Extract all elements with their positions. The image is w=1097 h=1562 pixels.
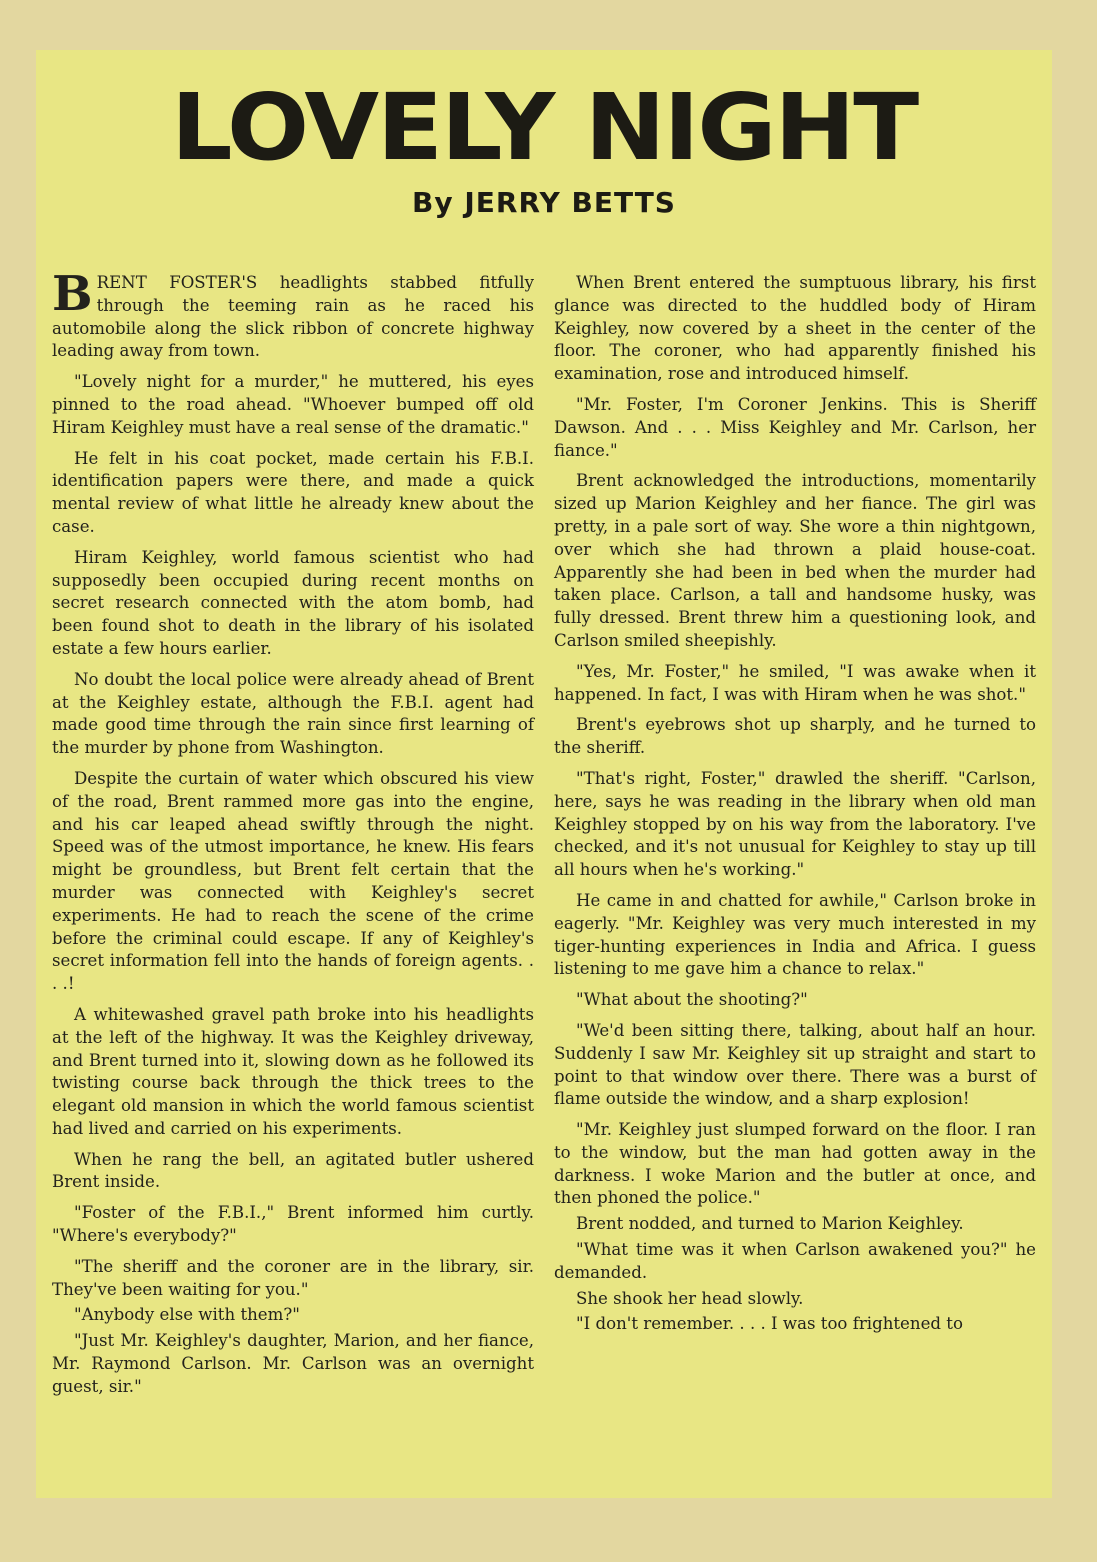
- paragraph: "I don't remember. . . . I was too frightened to: [576, 1314, 963, 1334]
- paragraph: "Just Mr. Keighley's daughter, Marion, and her fiance, Mr. Raymond Carlson. Mr. Carlson was an overnight guest, sir.": [52, 1331, 534, 1396]
- paragraph: "Lovely night for a murder," he muttered, his eyes pinned to the road ahead. "Whoever bumped off old Hiram Keighley must have a real sense of the dramatic.": [52, 372, 534, 437]
- right-column: [554, 272, 1036, 1344]
- paragraph: Brent acknowledged the introductions, momentarily sized up Marion Keighley and her fiance. The girl was pretty, in a pale sort of way. She wore a thin nightgown, over which she had thrown a plaid house-coat. Apparently she had been in bed when the murder had taken place. Carlson, a tall and handsome husky, was fully dressed. Brent threw him a questioning look, and Carlson smiled sheepishly.: [554, 471, 1036, 650]
- paragraph: Brent nodded, and turned to Marion Keighley.: [576, 1214, 964, 1234]
- page: [36, 50, 1052, 1498]
- paragraph: "What time was it when Carlson awakened you?" he demanded.: [554, 1240, 1036, 1282]
- paragraph: "We'd been sitting there, talking, about half an hour. Suddenly I saw Mr. Keighley sit up straight and start to point to that window over there. There was a burst of flame outside the window, and a sharp explosion!: [554, 1020, 1036, 1109]
- paragraph: Hiram Keighley, world famous scientist who had supposedly been occupied during recent months on secret research connected with the atom bomb, had been found shot to death in the library of his isolated estate a few hours earlier.: [52, 547, 534, 658]
- paragraph: Despite the curtain of water which obscured his view of the road, Brent rammed more gas into the engine, and his car leaped ahead swiftly through the night. Speed was of the utmost importance, he knew. His fears might be groundless, but Brent felt certain that the murder was connected with Keighley's secret experiments. He had to reach the scene of the crime before the criminal could escape. If any of Keighley's secret information fell into the hands of foreign agents. . . .!: [52, 768, 534, 994]
- paragraph: Brent's eyebrows shot up sharply, and he turned to the sheriff.: [554, 715, 1036, 758]
- paragraph: "Anybody else with them?": [74, 1305, 300, 1325]
- paragraph: When he rang the bell, an agitated butler ushered Brent inside.: [52, 1149, 534, 1192]
- paragraph: She shook her head slowly.: [576, 1288, 804, 1308]
- paragraph: "The sheriff and the coroner are in the library, sir. They've been waiting for you.": [52, 1256, 534, 1299]
- paragraph: "Yes, Mr. Foster," he smiled, "I was awake when it happened. In fact, I was with Hiram when he was shot.": [554, 661, 1036, 704]
- paragraph: "Foster of the F.B.I.," Brent informed him curtly. "Where's everybody?": [52, 1203, 534, 1246]
- paragraph-text: RENT FOSTER'S headlights stabbed fitfully through the teeming rain as he raced his automobile along the slick ribbon of concrete highway leading away from town.: [52, 273, 534, 361]
- paragraph: He felt in his coat pocket, made certain his F.B.I. identification papers were there, and made a quick mental review of what little he already knew about the case.: [52, 448, 534, 536]
- paragraph: No doubt the local police were already ahead of Brent at the Keighley estate, although the F.B.I. agent had made good time through the rain since first learning of the murder by phone from Washington.: [52, 669, 534, 758]
- paragraph: He came in and chatted for awhile," Carlson broke in eagerly. "Mr. Keighley was very much interested in my tiger-hunting experiences in India and Africa. I guess listening to me gave him a chance to relax.": [554, 890, 1036, 979]
- paragraph: [52, 266, 534, 363]
- paragraph: When Brent entered the sumptuous library, his first glance was directed to the huddled body of Hiram Keighley, now covered by a sheet in the center of the floor. The coroner, who had apparently finished his examination, rose and introduced himself.: [554, 273, 1036, 384]
- left-column: [52, 266, 534, 1407]
- paragraph: "What about the shooting?": [576, 990, 808, 1010]
- paragraph: "That's right, Foster," drawled the sheriff. "Carlson, here, says he was reading in the library when old man Keighley stopped by on his way from the laboratory. I've checked, and it's not unusual for Keighley to stay up till all hours when he's working.": [554, 768, 1036, 880]
- paragraph: "Mr. Foster, I'm Coroner Jenkins. This is Sheriff Dawson. And . . . Miss Keighley and Mr. Carlson, her fiance.": [554, 394, 1036, 460]
- story-title: LOVELY NIGHT: [170, 74, 918, 181]
- byline: By JERRY BETTS: [412, 186, 676, 219]
- paragraph: A whitewashed gravel path broke into his headlights at the left of the highway. It was the Keighley driveway, and Brent turned into it, slowing down as he followed its twisting course back through the thick trees to the elegant old mansion in which the world famous scientist had lived and carried on his experiments.: [52, 1004, 534, 1138]
- paragraph: "Mr. Keighley just slumped forward on the floor. I ran to the window, but the man had gotten away in the darkness. I woke Marion and the butler at once, and then phoned the police.": [554, 1120, 1036, 1208]
- drop-cap: B: [52, 266, 93, 322]
